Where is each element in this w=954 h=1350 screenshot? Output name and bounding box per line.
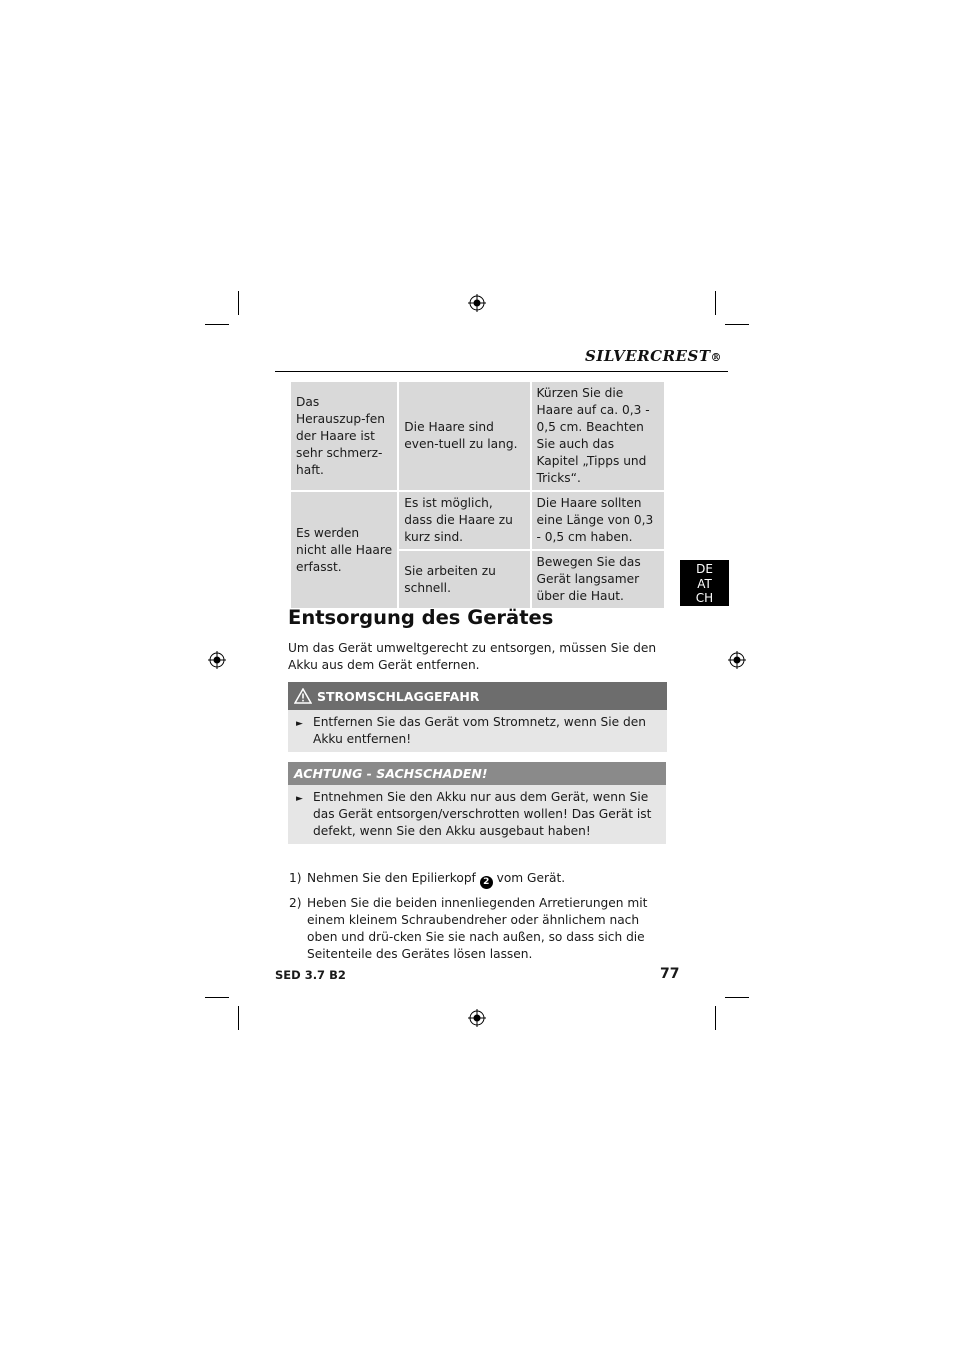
- cause-cell: Sie arbeiten zu schnell.: [399, 551, 529, 608]
- cause-cell: Die Haare sind even-tuell zu lang.: [399, 382, 529, 490]
- language-code: CH: [695, 591, 714, 605]
- problem-cell: Das Herauszup-fen der Haare ist sehr schmerz-haft.: [291, 382, 397, 490]
- warning-title: STROMSCHLAGGEFAHR: [317, 688, 480, 704]
- troubleshooting-table: [289, 380, 666, 610]
- page-number: 77: [660, 966, 680, 982]
- registration-mark-icon: [728, 651, 746, 669]
- warning-header: [288, 682, 667, 710]
- language-code: DE: [696, 562, 713, 576]
- section-title: Entsorgung des Gerätes: [288, 606, 554, 629]
- step-text: Nehmen Sie den Epilierkopf: [307, 871, 476, 885]
- brand-name: SILVERCREST: [585, 347, 711, 365]
- steps-list: [289, 870, 669, 969]
- language-code: AT: [697, 576, 712, 591]
- bullet-arrow-icon: ►: [296, 794, 303, 804]
- solution-cell: Bewegen Sie das Gerät langsamer über die Haut.: [532, 551, 665, 608]
- caution-header: [288, 762, 666, 785]
- solution-cell: Die Haare sollten eine Länge von 0,3 - 0,5 cm haben.: [532, 492, 665, 549]
- part-reference-badge: 2: [480, 876, 493, 889]
- table-row: [291, 492, 664, 549]
- header-rule: [275, 371, 728, 372]
- brand-logo: [585, 347, 722, 365]
- crop-mark: [205, 997, 229, 998]
- crop-mark: [238, 291, 239, 315]
- registration-mark-icon: [468, 1009, 486, 1027]
- registration-mark-icon: [208, 651, 226, 669]
- caution-text: Entnehmen Sie den Akku nur aus dem Gerät, wenn Sie das Gerät entsorgen/verschrotten wollen! Das Gerät ist defekt, wenn Sie den Akku ausgebaut haben!: [313, 790, 652, 838]
- warning-box: [288, 682, 667, 752]
- crop-mark: [725, 324, 749, 325]
- list-item: [289, 870, 669, 889]
- crop-mark: [715, 291, 716, 315]
- step-text: vom Gerät.: [496, 871, 566, 885]
- brand-registered-mark: ®: [710, 351, 722, 364]
- table-row: [291, 382, 664, 490]
- warning-body: [288, 710, 667, 752]
- list-item: [289, 895, 669, 963]
- crop-mark: [725, 997, 749, 998]
- step-text: Heben Sie die beiden innenliegenden Arretierungen mit einem kleinem Schraubendreher oder ähnlichem nach oben und drü-cken Sie sie nach außen, so dass sich die Seitenteile des Gerätes lösen lassen.: [307, 896, 648, 961]
- cause-cell: Es ist möglich, dass die Haare zu kurz sind.: [399, 492, 529, 549]
- warning-text: Entfernen Sie das Gerät vom Stromnetz, wenn Sie den Akku entfernen!: [313, 715, 646, 746]
- step-number: 2): [289, 896, 302, 910]
- section-intro: Um das Gerät umweltgerecht zu entsorgen, müssen Sie den Akku aus dem Gerät entfernen.: [288, 641, 657, 672]
- step-number: 1): [289, 871, 302, 885]
- warning-triangle-icon: [294, 688, 312, 704]
- crop-mark: [715, 1006, 716, 1030]
- problem-cell: Es werden nicht alle Haare erfasst.: [291, 492, 397, 608]
- crop-mark: [205, 324, 229, 325]
- caution-title: ACHTUNG - SACHSCHADEN!: [294, 766, 488, 781]
- bullet-arrow-icon: ►: [296, 719, 303, 729]
- language-tab: [680, 560, 729, 606]
- caution-box: [288, 762, 666, 844]
- solution-cell: Kürzen Sie die Haare auf ca. 0,3 - 0,5 cm. Beachten Sie auch das Kapitel „Tipps und Tricks“.: [532, 382, 665, 490]
- crop-mark: [238, 1006, 239, 1030]
- registration-mark-icon: [468, 294, 486, 312]
- caution-body: [288, 785, 666, 844]
- model-number: SED 3.7 B2: [275, 968, 346, 982]
